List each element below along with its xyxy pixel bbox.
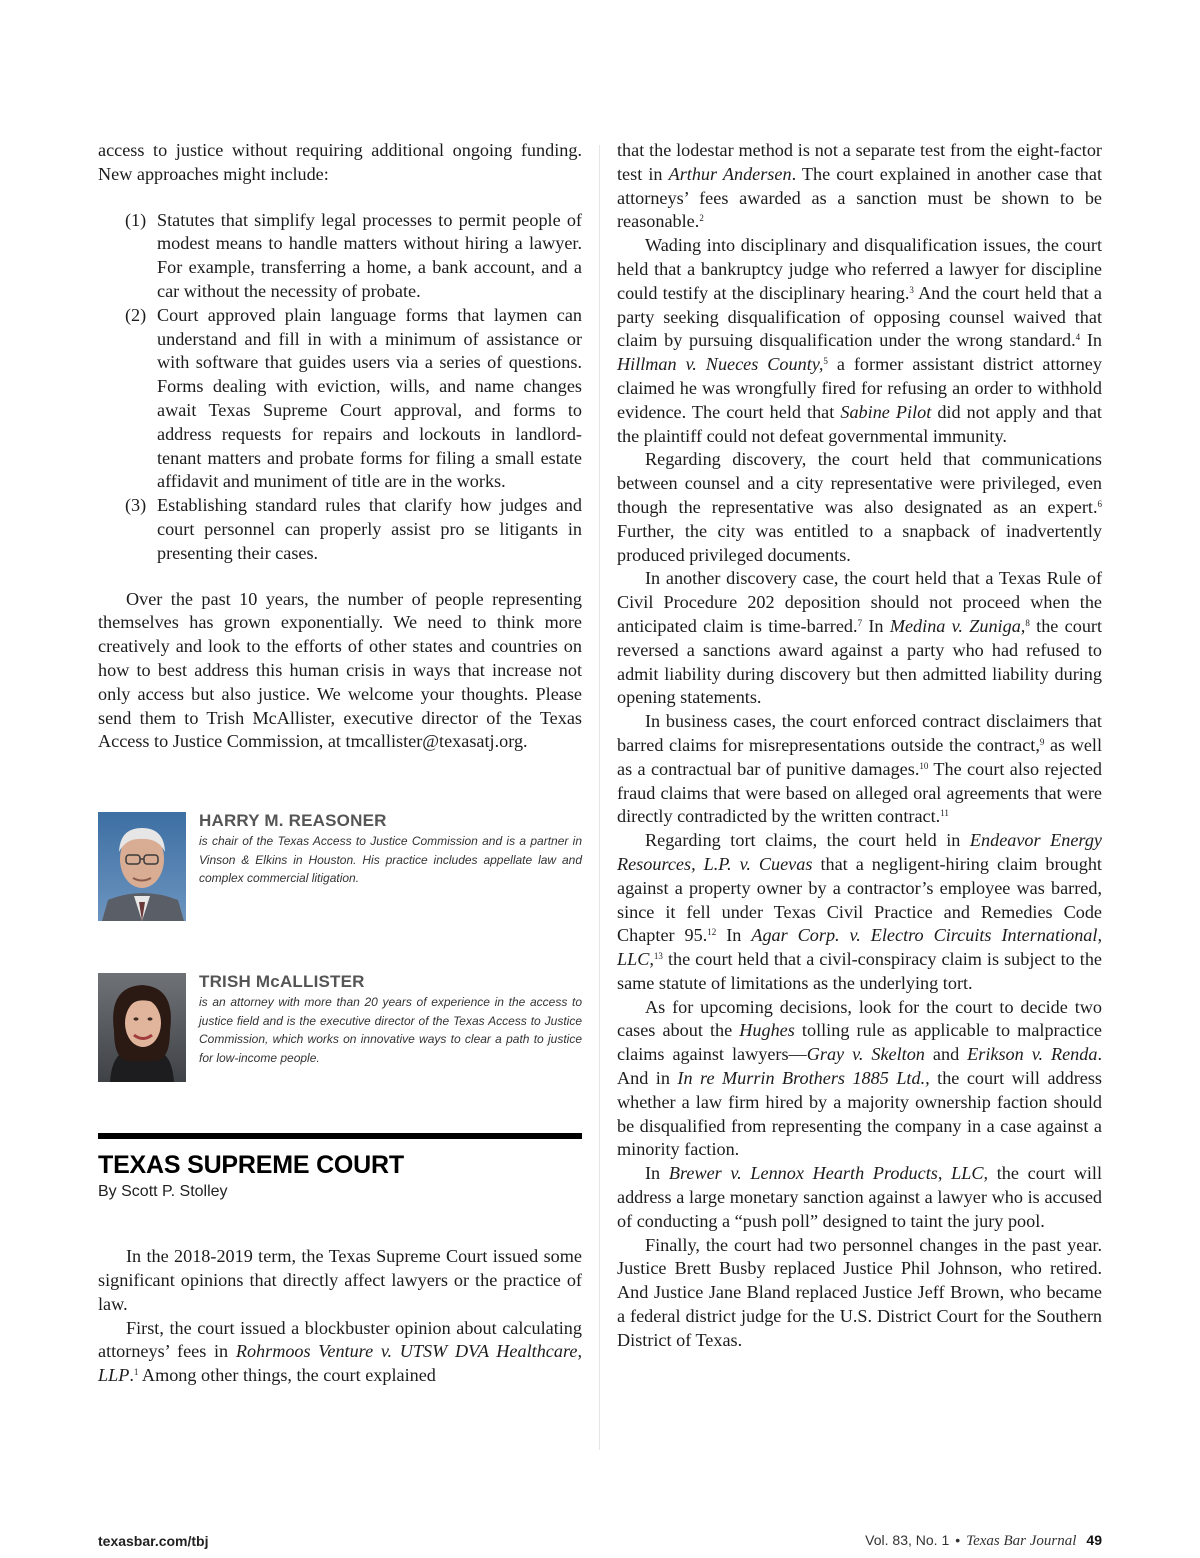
author-photo-mcallister bbox=[98, 973, 186, 1082]
footer-journal: Texas Bar Journal bbox=[966, 1533, 1077, 1549]
case-name: Medina v. Zuniga, bbox=[889, 615, 1026, 636]
byline: By Scott P. Stolley bbox=[98, 1183, 228, 1201]
case-name: Agar Corp. v. Electro Circuits International, LLC, bbox=[617, 925, 1102, 970]
left-column bbox=[98, 139, 582, 1388]
paragraph: that the lodestar method is not a separate test from the eight-factor test in Arthur Andersen. The court explained in another case that attorneys’ fees awarded as a sanction must be shown to be reasonable.$^2$ bbox=[617, 140, 1103, 232]
numbered-list bbox=[98, 209, 582, 566]
author-photo-reasoner bbox=[98, 812, 186, 921]
footnote-ref: 9 bbox=[1039, 736, 1045, 747]
section-rule bbox=[98, 1133, 582, 1139]
footnote-ref: 1 bbox=[133, 1367, 139, 1378]
footer-issue bbox=[865, 1532, 1102, 1550]
page-number: 49 bbox=[1086, 1532, 1102, 1548]
footnote-ref: 8 bbox=[1025, 617, 1030, 628]
footnote-ref: 11 bbox=[940, 808, 949, 819]
case-name: Rohrmoos Venture v. UTSW DVA Healthcare, LLP bbox=[98, 1341, 582, 1386]
footnote-ref: 13 bbox=[653, 951, 663, 962]
footnote-ref: 12 bbox=[707, 927, 717, 938]
paragraph: In the 2018-2019 term, the Texas Supreme Court issued some significant opinions that directly affect lawyers or the practice of law. bbox=[98, 1246, 582, 1314]
case-name: Endeavor Energy Resources, L.P. v. Cuevas bbox=[617, 830, 1102, 874]
case-name: Arthur Andersen bbox=[668, 163, 792, 184]
list-item bbox=[98, 494, 582, 565]
list-text: Court approved plain language forms that laymen can understand and fill in with a minimum of assistance or with software that guides users via a series of questions. Forms dealing with eviction, wills, and name changes await Texas Supreme Court approval, and forms to address requests for repairs and lockouts in landlord-tenant matters and probate forms for filing a small estate affidavit and muniment of title are in the works. bbox=[157, 304, 582, 492]
list-item bbox=[98, 209, 582, 304]
right-column bbox=[617, 139, 1102, 1353]
paragraph: Wading into disciplinary and disqualification issues, the court held that a bankruptcy judge who referred a lawyer for discipline could testify at the disciplinary hearing.$^3$ And the court held that a party seeking disqualification of opposing counsel waived that claim by pursuing disqualification under the wrong standard.$^4$ In Hillman v. Nueces County,$^5$ a former assistant district attorney claimed he was wrongfully fired for refusing an order to withhold evidence. The court held that Sabine Pilot did not apply and that the plaintiff could not defeat governmental immunity. bbox=[617, 235, 1102, 446]
paragraph: In Brewer v. Lennox Hearth Products, LLC, the court will address a large monetary sanction against a lawyer who is accused of conducting a “push poll” designed to taint the jury pool. bbox=[617, 1163, 1102, 1231]
paragraph: access to justice without requiring additional ongoing funding. New approaches might include: bbox=[98, 140, 582, 184]
author-bio-mcallister bbox=[98, 973, 582, 1084]
paragraph: Over the past 10 years, the number of people representing themselves has grown exponentially. We need to think more creatively and look to the efforts of other states and countries on how to best address this human crisis in ways that increase not only access but also justice. We welcome your thoughts. Please send them to Trish McAllister, executive director of the Texas Access to Justice Commission, at tmcallister@texasatj.org. bbox=[98, 588, 582, 752]
case-name: Hughes bbox=[739, 1020, 795, 1041]
list-text: Establishing standard rules that clarify how judges and court personnel can properly assist pro se litigants in presenting their cases. bbox=[157, 495, 582, 563]
case-name: In re Murrin Brothers 1885 Ltd., bbox=[677, 1068, 930, 1089]
footer-bullet: • bbox=[955, 1532, 961, 1548]
footnote-ref: 2 bbox=[699, 213, 704, 224]
case-name: Gray v. Skelton bbox=[806, 1044, 925, 1065]
paragraph: First, the court issued a blockbuster opinion about calculating attorneys’ fees in Rohrmoos Venture v. UTSW DVA Healthcare, LLP.$^1$ Among other things, the court explained bbox=[98, 1317, 582, 1386]
footnote-ref: 4 bbox=[1075, 332, 1081, 343]
list-number: (1) bbox=[125, 209, 147, 230]
footer-volume: Vol. 83, No. 1 bbox=[865, 1532, 950, 1548]
list-text: Statutes that simplify legal processes to permit people of modest means to handle matters without hiring a lawyer. For example, transferring a home, a bank account, and a car without the necessity of probate. bbox=[157, 209, 582, 301]
list-number: (3) bbox=[125, 495, 147, 516]
author-bio-reasoner bbox=[98, 812, 582, 923]
footnote-ref: 10 bbox=[919, 760, 929, 771]
case-name: Erikson v. Renda bbox=[967, 1044, 1098, 1065]
case-name: Sabine Pilot bbox=[840, 401, 932, 422]
case-name: Brewer v. Lennox Hearth Products, LLC, bbox=[668, 1163, 989, 1184]
paragraph: In business cases, the court enforced contract disclaimers that barred claims for misrepresentations outside the contract,$^9$ as well as a contractual bar of punitive damages.$^{10}$ The court also rejected fraud claims that were based on alleged oral agreements that were directly contradicted by the written contract.$^{11}$ bbox=[617, 711, 1103, 827]
footer-url: texasbar.com/tbj bbox=[98, 1533, 209, 1549]
author-description: is chair of the Texas Access to Justice Commission and is a partner in Vinson & Elkins in Houston. His practice includes appellate law and complex commercial litigation. bbox=[199, 834, 582, 886]
author-description: is an attorney with more than 20 years of experience in the access to justice field and is the executive director of the Texas Access to Justice Commission, which works on innovative ways to clear a path to justice for low-income people. bbox=[199, 995, 582, 1065]
list-item bbox=[98, 304, 582, 494]
list-number: (2) bbox=[125, 304, 147, 325]
column-divider bbox=[599, 145, 600, 1450]
author-name: HARRY M. REASONER bbox=[199, 811, 387, 831]
paragraph: Regarding discovery, the court held that communications between counsel and a city representative were privileged, even though the representative was also designated as an expert.$^6$ Further, the city was entitled to a snapback of inadvertently produced privileged documents. bbox=[617, 449, 1102, 565]
section-title: TEXAS SUPREME COURT bbox=[98, 1151, 404, 1180]
case-name: Hillman v. Nueces County, bbox=[617, 354, 824, 375]
paragraph: In another discovery case, the court held that a Texas Rule of Civil Procedure 202 deposition should not proceed when the anticipated claim is time-barred.$^7$ In Medina v. Zuniga,$^8$ the court reversed a sanctions award against a party who had refused to admit liability during discovery but then admitted liability during opening statements. bbox=[617, 568, 1103, 708]
footnote-ref: 7 bbox=[857, 617, 863, 628]
footnote-ref: 3 bbox=[909, 284, 914, 295]
paragraph: Finally, the court had two personnel changes in the past year. Justice Brett Busby replaced Justice Phil Johnson, who retired. And Justice Jane Bland replaced Justice Jeff Brown, who became a federal district judge for the U.S. District Court for the Southern District of Texas. bbox=[617, 1234, 1102, 1350]
footnote-ref: 5 bbox=[823, 356, 828, 367]
paragraph: Regarding tort claims, the court held in Endeavor Energy Resources, L.P. v. Cuevas that a negligent-hiring claim brought against a property owner by a contractor’s employee was barred, since it fell under Texas Civil Practice and Remedies Code Chapter 95.12 In Agar Corp. v. Electro Circuits International, LLC,$^{13}$ the court held that a civil-conspiracy claim is subject to the same statute of limitations as the underlying tort. bbox=[617, 830, 1102, 993]
author-name: TRISH McALLISTER bbox=[199, 972, 365, 992]
paragraph: As for upcoming decisions, look for the court to decide two cases about the Hughes tolling rule as applicable to malpractice claims against lawyers—Gray v. Skelton and Erikson v. Renda. And in In re Murrin Brothers 1885 Ltd., the court will address whether a law firm hired by a majority ownership faction should be disqualified from representing the company in a case against a minority faction. bbox=[617, 996, 1102, 1160]
footnote-ref: 6 bbox=[1097, 498, 1102, 509]
